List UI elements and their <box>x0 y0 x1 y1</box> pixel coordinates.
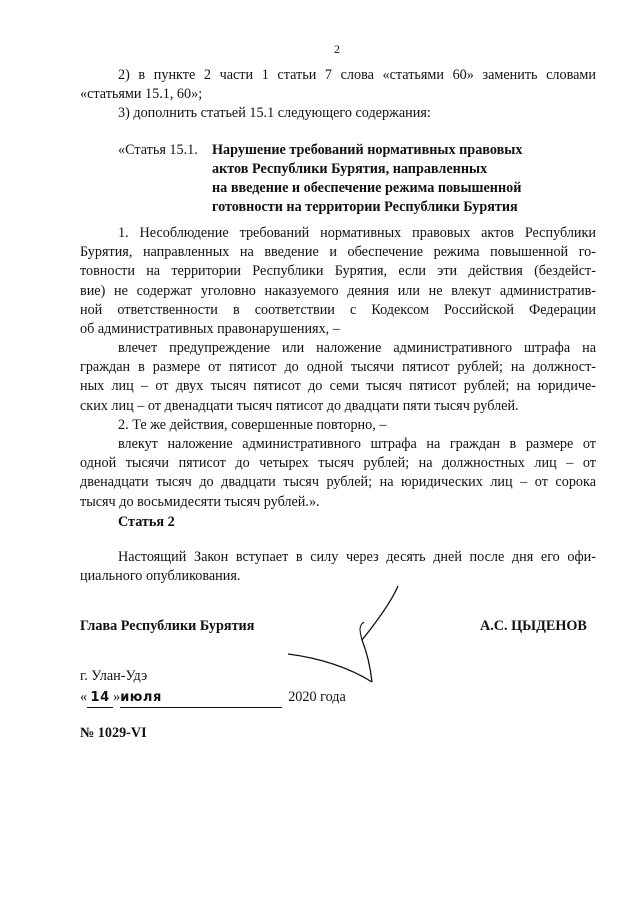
article2-heading: Статья 2 <box>118 514 175 530</box>
date-close-quote: » <box>113 689 121 705</box>
part1-line: вие) не содержат уголовно наказуемого деяния или не влекут административ- <box>80 282 596 299</box>
part1-line: 1. Несоблюдение требований нормативных правовых актов Республики <box>118 225 596 241</box>
part2-line: 2. Те же действия, совершенные повторно, – <box>118 417 387 433</box>
part1-line: товности на территории Республики Бурятия, если эти действия (бездейст- <box>80 263 596 280</box>
penalty2-line: двенадцати тысяч до двадцати тысяч рублей; на юридических лиц – от сорока <box>80 474 596 491</box>
signatory-position: Глава Республики Бурятия <box>80 618 255 634</box>
article-title-line: актов Республики Бурятия, направленных <box>212 161 488 177</box>
penalty1-line: граждан в размере от пятисот до одной тысячи пятисот рублей; на должност- <box>80 359 596 376</box>
penalty2-line: тысяч до восьмидесяти тысяч рублей.». <box>80 493 320 510</box>
penalty2-line: влекут наложение административного штрафа на граждан в размере от <box>118 436 596 452</box>
law-number: № 1029-VI <box>80 725 147 741</box>
article-title-line: на введение и обеспечение режима повышенной <box>212 180 522 196</box>
article2-paragraph <box>80 548 596 586</box>
part2-paragraph <box>80 416 596 435</box>
signatory-name: А.С. ЦЫДЕНОВ <box>480 618 587 634</box>
date-day: 14 <box>87 688 113 708</box>
intro-paragraph <box>80 66 596 124</box>
part1-paragraph <box>80 224 596 339</box>
penalty2-paragraph <box>80 435 596 512</box>
article-title-line: готовности на территории Республики Бурятия <box>212 199 518 215</box>
article-title-line: Нарушение требований нормативных правовых <box>212 142 523 158</box>
signing-date <box>80 688 346 708</box>
intro-line: 3) дополнить статьей 15.1 следующего содержания: <box>118 105 431 122</box>
intro-line: 2) в пункте 2 части 1 статьи 7 слова «статьями 60» заменить словами <box>118 67 596 83</box>
article2-line: циального опубликования. <box>80 568 241 585</box>
date-month-text: июля <box>120 690 162 705</box>
date-month <box>120 688 282 708</box>
penalty1-paragraph <box>80 339 596 416</box>
article2-line: Настоящий Закон вступает в силу через десять дней после дня его офи- <box>118 549 596 565</box>
penalty1-line: влечет предупреждение или наложение административного штрафа на <box>118 340 596 356</box>
article-15-1-prefix: «Статья 15.1. <box>118 142 198 158</box>
date-year: 2020 года <box>288 689 346 705</box>
handwritten-signature <box>280 582 420 692</box>
date-open-quote: « <box>80 689 88 705</box>
page-number: 2 <box>334 42 340 56</box>
penalty1-line: ских лиц – от двенадцати тысяч пятисот до двадцати пяти тысяч рублей. <box>80 397 519 414</box>
place: г. Улан-Удэ <box>80 668 148 684</box>
part1-line: Бурятия, направленных на введение и обеспечение режима повышенной го- <box>80 244 596 261</box>
intro-line: «статьями 15.1, 60»; <box>80 86 203 103</box>
penalty2-line: одной тысячи пятисот до четырех тысяч рублей; на должностных лиц – от <box>80 455 596 472</box>
part1-line: об административных правонарушениях, – <box>80 321 340 338</box>
part1-line: ной ответственности в соответствии с Кодексом Российской Федерации <box>80 301 596 318</box>
penalty1-line: ных лиц – от двух тысяч пятисот до семи тысяч пятисот рублей; на юридиче- <box>80 378 596 395</box>
article-15-1-title <box>212 141 552 217</box>
